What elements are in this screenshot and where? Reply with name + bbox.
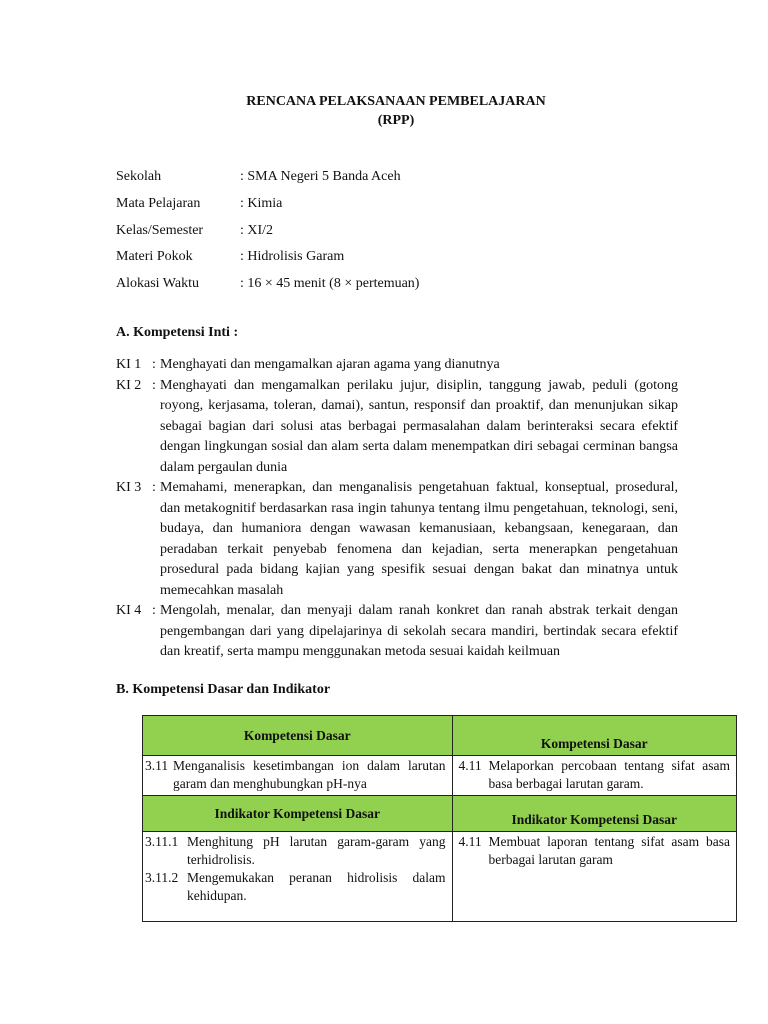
section-b-heading: B. Kompetensi Dasar dan Indikator bbox=[116, 682, 331, 697]
indicator-right-cell bbox=[452, 832, 737, 922]
ki-colon: : bbox=[152, 480, 156, 495]
kd-text: Melaporkan percobaan tentang sifat asam basa berbagai larutan garam. bbox=[488, 758, 730, 791]
kompetensi-dasar-table bbox=[142, 715, 737, 922]
indicator-text: Membuat laporan tentang sifat asam basa berbagai larutan garam bbox=[488, 834, 730, 867]
table-row-kd bbox=[143, 756, 737, 796]
ki-text: Mengolah, menalar, dan menyaji dalam ranah konkret dan ranah abstrak terkait dengan pengembangan dari yang dipelajarinya di sekolah secara mandiri, bertindak secara efektif dan kreatif, serta mampu menggunakan metoda sesuai kaidah keilmuan bbox=[160, 603, 678, 659]
indicator-number: 4.11 bbox=[458, 834, 482, 849]
meta-row-kelas-semester bbox=[116, 217, 419, 244]
identity-block bbox=[116, 164, 419, 297]
ki-code: KI 4 bbox=[116, 603, 142, 618]
kd-right-cell bbox=[452, 756, 737, 796]
meta-row-sekolah bbox=[116, 164, 419, 191]
table-indicator-header-row bbox=[143, 796, 737, 832]
document-subtitle: (RPP) bbox=[377, 113, 415, 128]
meta-value: : 16 × 45 menit (8 × pertemuan) bbox=[240, 276, 420, 292]
ki-item-4 bbox=[116, 601, 678, 663]
section-a-heading: A. Kompetensi Inti : bbox=[116, 325, 239, 340]
document-title: RENCANA PELAKSANAAN PEMBELAJARAN bbox=[246, 94, 546, 109]
indicator-item bbox=[145, 833, 446, 869]
meta-value: : XI/2 bbox=[240, 222, 274, 238]
kompetensi-inti-list bbox=[116, 355, 678, 663]
indicator-item bbox=[145, 869, 446, 905]
header-indicator-left: Indikator Kompetensi Dasar bbox=[143, 796, 453, 832]
ki-colon: : bbox=[152, 377, 156, 393]
ki-text: Menghayati dan mengamalkan perilaku jujur, disiplin, tanggung jawab, peduli (gotong royong, kerjasama, toleran, damai), santun, responsif dan proaktif, dan menunjukan sikap sebagai bagian dari solusi atas berbagai permasalahan dalam berinteraksi secara efektif dengan lingkungan sosial dan alam serta dalam menempatkan diri sebagai cerminan bangsa dalam pergaulan dunia bbox=[160, 377, 678, 475]
ki-text: Menghayati dan mengamalkan ajaran agama yang dianutnya bbox=[160, 357, 500, 372]
indicator-number: 3.11.1 bbox=[145, 834, 179, 849]
header-kd-left: Kompetensi Dasar bbox=[143, 716, 453, 756]
ki-text: Memahami, menerapkan, dan menganalisis pengetahuan faktual, konseptual, prosedural, dan metakognitif berdasarkan rasa ingin tahunya tentang ilmu pengetahuan, teknologi, seni, budaya, dan humaniora dengan wawasan kemanusiaan, kebangsaan, kenegaraan, dan peradaban terkait penyebab fenomena dan kejadian, serta menerapkan pengetahuan prosedural pada bidang kajian yang spesifik sesuai dengan bakat dan minatnya untuk memecahkan masalah bbox=[160, 480, 678, 598]
meta-value: : Hidrolisis Garam bbox=[240, 249, 345, 265]
ki-colon: : bbox=[152, 603, 156, 618]
meta-label: Sekolah bbox=[116, 169, 162, 185]
kd-text: Menganalisis kesetimbangan ion dalam larutan garam dan menghubungkan pH-nya bbox=[173, 758, 446, 791]
meta-row-mata-pelajaran bbox=[116, 191, 419, 218]
ki-colon: : bbox=[152, 357, 156, 372]
header-kd-right: Kompetensi Dasar bbox=[452, 716, 737, 756]
indicator-number: 3.11.2 bbox=[145, 870, 179, 885]
meta-row-alokasi-waktu bbox=[116, 271, 419, 298]
meta-label: Materi Pokok bbox=[116, 249, 193, 265]
meta-value: : SMA Negeri 5 Banda Aceh bbox=[240, 169, 401, 185]
table-row-indicators bbox=[143, 832, 737, 922]
ki-item-2 bbox=[116, 376, 678, 479]
meta-label: Kelas/Semester bbox=[116, 222, 204, 238]
indicator-item bbox=[459, 833, 731, 869]
meta-label: Mata Pelajaran bbox=[116, 196, 201, 212]
indicator-text: Mengemukakan peranan hidrolisis dalam kehidupan. bbox=[187, 870, 446, 903]
ki-code: KI 3 bbox=[116, 480, 142, 495]
meta-row-materi-pokok bbox=[116, 244, 419, 271]
kd-number: 3.11 bbox=[145, 758, 169, 773]
header-indicator-right: Indikator Kompetensi Dasar bbox=[452, 796, 737, 832]
indicator-left-cell bbox=[143, 832, 453, 922]
meta-value: : Kimia bbox=[240, 196, 283, 212]
kd-left-cell bbox=[143, 756, 453, 796]
ki-code: KI 1 bbox=[116, 357, 142, 372]
kd-number: 4.11 bbox=[458, 758, 482, 773]
meta-label: Alokasi Waktu bbox=[116, 276, 199, 292]
ki-item-3 bbox=[116, 478, 678, 601]
table-header-row bbox=[143, 716, 737, 756]
ki-item-1 bbox=[116, 355, 678, 376]
indicator-text: Menghitung pH larutan garam-garam yang terhidrolisis. bbox=[187, 834, 446, 867]
ki-code: KI 2 bbox=[116, 377, 142, 393]
